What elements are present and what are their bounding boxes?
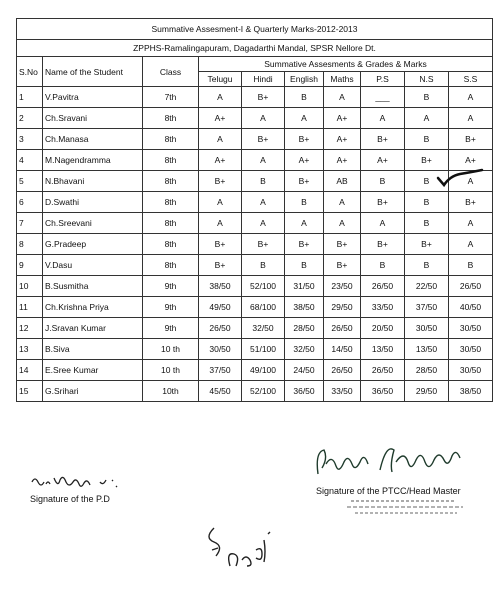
head-master-signature xyxy=(310,444,485,486)
row-student-name: G.Pradeep xyxy=(43,234,143,255)
row-grade-cell: 28/50 xyxy=(285,318,324,339)
row-grade-cell: 52/100 xyxy=(242,381,285,402)
document-title: Summative Assesment-I & Quarterly Marks-2012-2013 xyxy=(17,19,493,40)
row-grade-cell: B+ xyxy=(361,129,405,150)
header-name: Name of the Student xyxy=(43,57,143,87)
row-sno: 11 xyxy=(17,297,43,318)
row-grade-cell: A xyxy=(242,108,285,129)
row-sno: 1 xyxy=(17,87,43,108)
row-grade-cell: A xyxy=(324,213,361,234)
row-grade-cell: B xyxy=(449,255,493,276)
row-student-name: E.Sree Kumar xyxy=(43,360,143,381)
row-class: 10th xyxy=(143,381,199,402)
row-grade-cell: B xyxy=(361,171,405,192)
row-grade-cell: B+ xyxy=(285,234,324,255)
row-grade-cell: 14/50 xyxy=(324,339,361,360)
row-grade-cell: B+ xyxy=(285,129,324,150)
marks-table xyxy=(16,18,493,402)
table-row xyxy=(17,87,493,108)
row-grade-cell: B+ xyxy=(361,192,405,213)
row-grade-cell: 30/50 xyxy=(405,318,449,339)
row-grade-cell: A xyxy=(199,192,242,213)
row-grade-cell: A xyxy=(449,234,493,255)
row-student-name: B.Susmitha xyxy=(43,276,143,297)
row-sno: 12 xyxy=(17,318,43,339)
row-grade-cell: 36/50 xyxy=(361,381,405,402)
table-row xyxy=(17,276,493,297)
row-class: 9th xyxy=(143,297,199,318)
row-grade-cell: B+ xyxy=(449,129,493,150)
row-grade-cell: A+ xyxy=(324,108,361,129)
row-sno: 10 xyxy=(17,276,43,297)
row-grade-cell: A xyxy=(449,108,493,129)
row-grade-cell: 38/50 xyxy=(199,276,242,297)
row-grade-cell: B xyxy=(405,213,449,234)
row-grade-cell: B+ xyxy=(242,87,285,108)
row-grade-cell: A xyxy=(199,87,242,108)
row-sno: 15 xyxy=(17,381,43,402)
row-student-name: D.Swathi xyxy=(43,192,143,213)
row-grade-cell: A xyxy=(242,192,285,213)
school-name: ZPPHS-Ramalingapuram, Dagadarthi Mandal, SPSR Nellore Dt. xyxy=(17,40,493,57)
row-grade-cell: 32/50 xyxy=(242,318,285,339)
row-grade-cell: 32/50 xyxy=(285,339,324,360)
row-sno: 7 xyxy=(17,213,43,234)
table-row xyxy=(17,129,493,150)
row-grade-cell: 22/50 xyxy=(405,276,449,297)
row-class: 8th xyxy=(143,129,199,150)
row-grade-cell: B xyxy=(285,255,324,276)
row-grade-cell: 40/50 xyxy=(449,297,493,318)
row-class: 7th xyxy=(143,87,199,108)
table-row xyxy=(17,318,493,339)
row-grade-cell: 26/50 xyxy=(361,360,405,381)
title-row xyxy=(17,19,493,40)
table-row xyxy=(17,171,493,192)
row-student-name: V.Dasu xyxy=(43,255,143,276)
row-grade-cell: A+ xyxy=(449,150,493,171)
row-class: 9th xyxy=(143,318,199,339)
row-grade-cell: A xyxy=(449,87,493,108)
row-sno: 8 xyxy=(17,234,43,255)
row-student-name: N.Bhavani xyxy=(43,171,143,192)
row-grade-cell: 26/50 xyxy=(324,360,361,381)
header-sno: S.No xyxy=(17,57,43,87)
bottom-scribble xyxy=(200,520,290,590)
table-row xyxy=(17,297,493,318)
header-subject: S.S xyxy=(449,72,493,87)
row-class: 8th xyxy=(143,192,199,213)
row-grade-cell: 29/50 xyxy=(324,297,361,318)
row-sno: 6 xyxy=(17,192,43,213)
row-grade-cell: A+ xyxy=(324,150,361,171)
header-class: Class xyxy=(143,57,199,87)
office-stamp xyxy=(345,497,465,517)
row-grade-cell: 36/50 xyxy=(285,381,324,402)
row-sno: 13 xyxy=(17,339,43,360)
row-grade-cell: A xyxy=(199,129,242,150)
row-grade-cell: A+ xyxy=(324,129,361,150)
row-student-name: Ch.Krishna Priya xyxy=(43,297,143,318)
table-row xyxy=(17,381,493,402)
row-class: 8th xyxy=(143,213,199,234)
row-grade-cell: 13/50 xyxy=(405,339,449,360)
table-row xyxy=(17,150,493,171)
row-grade-cell: A xyxy=(324,192,361,213)
head-master-signature-label: Signature of the PTCC/Head Master xyxy=(316,486,461,496)
row-class: 10 th xyxy=(143,339,199,360)
header-subject: Maths xyxy=(324,72,361,87)
row-grade-cell: 24/50 xyxy=(285,360,324,381)
row-grade-cell: B xyxy=(405,255,449,276)
row-grade-cell: 38/50 xyxy=(449,381,493,402)
row-student-name: G.Srihari xyxy=(43,381,143,402)
table-row xyxy=(17,213,493,234)
row-grade-cell: A xyxy=(361,213,405,234)
row-student-name: B.Siva xyxy=(43,339,143,360)
row-grade-cell: B xyxy=(361,255,405,276)
pd-signature-label: Signature of the P.D xyxy=(30,494,110,504)
row-grade-cell: 26/50 xyxy=(449,276,493,297)
row-grade-cell: A xyxy=(285,108,324,129)
row-sno: 9 xyxy=(17,255,43,276)
row-class: 10 th xyxy=(143,360,199,381)
row-sno: 5 xyxy=(17,171,43,192)
row-grade-cell: 23/50 xyxy=(324,276,361,297)
row-grade-cell: 51/100 xyxy=(242,339,285,360)
row-sno: 3 xyxy=(17,129,43,150)
header-subject: Hindi xyxy=(242,72,285,87)
row-grade-cell: A xyxy=(405,108,449,129)
row-class: 8th xyxy=(143,108,199,129)
row-grade-cell: 37/50 xyxy=(405,297,449,318)
row-grade-cell: 38/50 xyxy=(285,297,324,318)
row-grade-cell: B+ xyxy=(324,255,361,276)
row-class: 8th xyxy=(143,150,199,171)
row-grade-cell: AB xyxy=(324,171,361,192)
row-grade-cell: 29/50 xyxy=(405,381,449,402)
row-grade-cell: B+ xyxy=(199,234,242,255)
row-grade-cell: A xyxy=(242,150,285,171)
row-student-name: M.Nagendramma xyxy=(43,150,143,171)
row-grade-cell: A+ xyxy=(361,150,405,171)
header-subject: P.S xyxy=(361,72,405,87)
row-grade-cell: 30/50 xyxy=(449,360,493,381)
row-grade-cell: B+ xyxy=(324,234,361,255)
row-grade-cell: A xyxy=(361,108,405,129)
row-grade-cell: B xyxy=(405,192,449,213)
row-grade-cell: 30/50 xyxy=(199,339,242,360)
row-grade-cell: 30/50 xyxy=(449,318,493,339)
row-grade-cell: 30/50 xyxy=(449,339,493,360)
row-grade-cell: B xyxy=(405,87,449,108)
row-grade-cell: A xyxy=(324,87,361,108)
row-student-name: Ch.Manasa xyxy=(43,129,143,150)
header-subject: Telugu xyxy=(199,72,242,87)
school-row xyxy=(17,40,493,57)
table-row xyxy=(17,192,493,213)
table-row xyxy=(17,255,493,276)
row-grade-cell: 68/100 xyxy=(242,297,285,318)
row-grade-cell: B xyxy=(285,192,324,213)
row-grade-cell: 33/50 xyxy=(361,297,405,318)
header-group: Summative Assesments & Grades & Marks xyxy=(199,57,493,72)
row-grade-cell: B xyxy=(242,171,285,192)
row-grade-cell: B+ xyxy=(199,255,242,276)
header-subject: N.S xyxy=(405,72,449,87)
row-grade-cell: A+ xyxy=(199,150,242,171)
row-grade-cell: 26/50 xyxy=(324,318,361,339)
row-student-name: Ch.Sravani xyxy=(43,108,143,129)
row-grade-cell: A+ xyxy=(285,150,324,171)
header-row-1 xyxy=(17,57,493,72)
row-grade-cell: B+ xyxy=(285,171,324,192)
row-grade-cell: 26/50 xyxy=(199,318,242,339)
row-class: 8th xyxy=(143,234,199,255)
row-grade-cell: 52/100 xyxy=(242,276,285,297)
row-grade-cell: B+ xyxy=(449,192,493,213)
row-student-name: Ch.Sreevani xyxy=(43,213,143,234)
row-sno: 4 xyxy=(17,150,43,171)
row-grade-cell: B xyxy=(285,87,324,108)
row-grade-cell: 26/50 xyxy=(361,276,405,297)
row-grade-cell: B+ xyxy=(242,129,285,150)
row-grade-cell: A xyxy=(449,213,493,234)
row-grade-cell: 28/50 xyxy=(405,360,449,381)
row-grade-cell: 20/50 xyxy=(361,318,405,339)
row-sno: 2 xyxy=(17,108,43,129)
row-grade-cell: B+ xyxy=(405,150,449,171)
row-class: 9th xyxy=(143,276,199,297)
row-grade-cell: B xyxy=(405,129,449,150)
row-grade-cell: A xyxy=(285,213,324,234)
row-grade-cell: B xyxy=(405,171,449,192)
header-subject: English xyxy=(285,72,324,87)
row-class: 8th xyxy=(143,255,199,276)
table-row xyxy=(17,108,493,129)
row-grade-cell: 49/50 xyxy=(199,297,242,318)
pd-signature-scribble xyxy=(30,472,130,496)
row-student-name: J.Sravan Kumar xyxy=(43,318,143,339)
row-grade-cell: 37/50 xyxy=(199,360,242,381)
row-grade-cell: B+ xyxy=(242,234,285,255)
table-row xyxy=(17,339,493,360)
table-row xyxy=(17,360,493,381)
row-grade-cell: 49/100 xyxy=(242,360,285,381)
row-class: 8th xyxy=(143,171,199,192)
row-student-name: V.Pavitra xyxy=(43,87,143,108)
table-body xyxy=(17,87,493,402)
table-row xyxy=(17,234,493,255)
row-grade-cell: ___ xyxy=(361,87,405,108)
row-grade-cell: B+ xyxy=(405,234,449,255)
row-grade-cell: A xyxy=(199,213,242,234)
check-mark-icon xyxy=(436,168,484,188)
row-grade-cell: B xyxy=(242,255,285,276)
row-grade-cell: 33/50 xyxy=(324,381,361,402)
row-grade-cell: A xyxy=(242,213,285,234)
row-sno: 14 xyxy=(17,360,43,381)
row-grade-cell: 45/50 xyxy=(199,381,242,402)
row-grade-cell: B+ xyxy=(361,234,405,255)
row-grade-cell: A+ xyxy=(199,108,242,129)
row-grade-cell: 13/50 xyxy=(361,339,405,360)
row-grade-cell: B+ xyxy=(199,171,242,192)
row-grade-cell: 31/50 xyxy=(285,276,324,297)
row-grade-cell: A xyxy=(449,171,493,192)
